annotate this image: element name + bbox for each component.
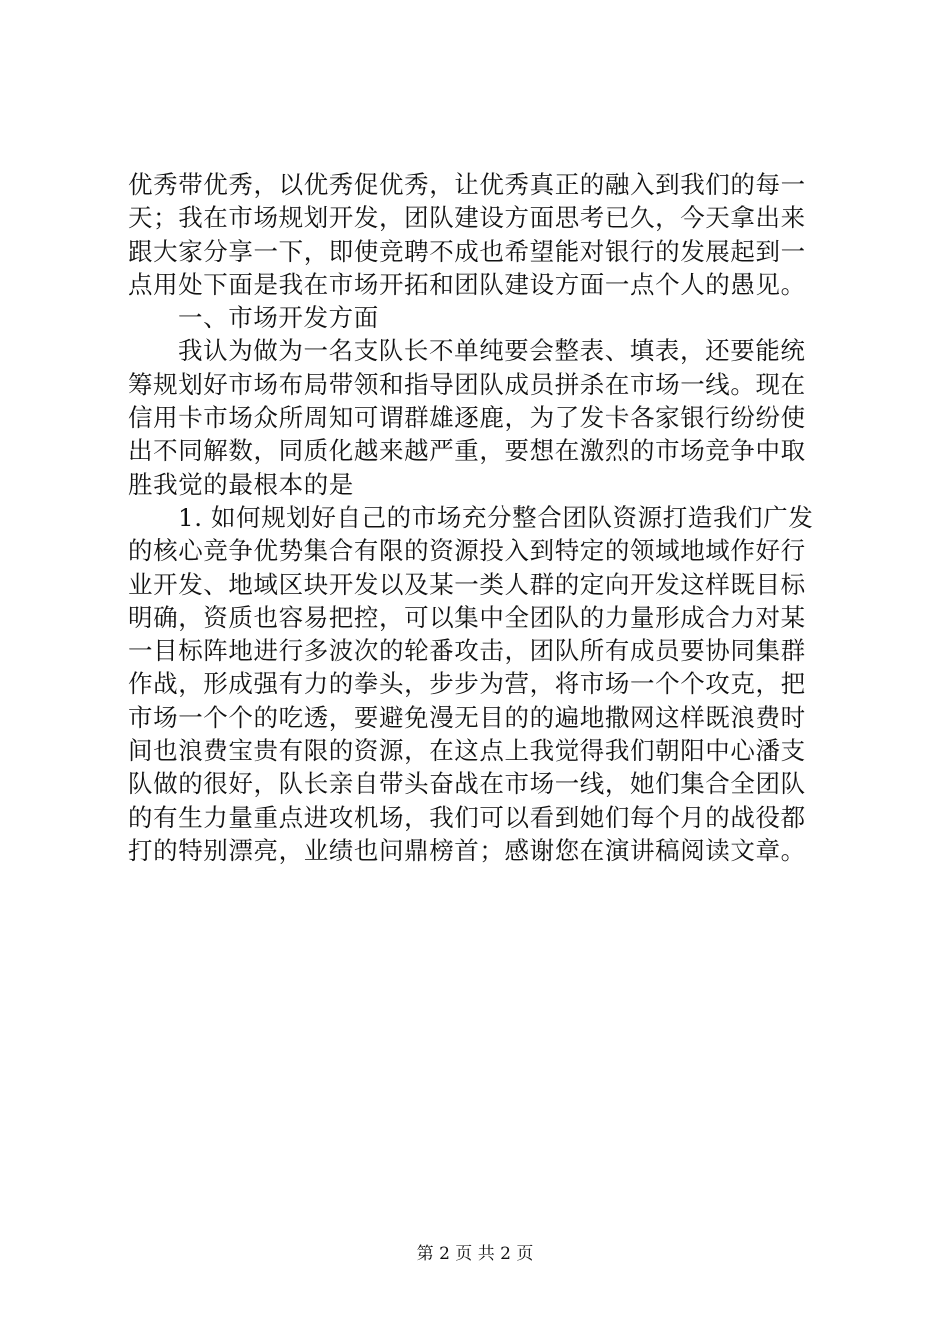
line-text: 队做的很好，队长亲自带头奋战在市场一线，她们集合全团队 (128, 769, 806, 799)
page-number-label: 第 2 页 共 2 页 (416, 1244, 534, 1264)
line-text: 打的特别漂亮，业绩也问鼎榜首；感谢您在演讲稿阅读文章。 (128, 835, 806, 865)
paragraph (128, 501, 828, 867)
text-line (128, 568, 828, 601)
page-footer (0, 1242, 950, 1266)
line-text: 一目标阵地进行多波次的轮番攻击，团队所有成员要协同集群 (128, 636, 806, 666)
text-line (128, 634, 828, 667)
text-line (128, 834, 828, 867)
text-line (128, 734, 828, 767)
text-line (128, 334, 828, 367)
line-text: 明确，资质也容易把控，可以集中全团队的力量形成合力对某 (128, 602, 806, 632)
document-body (128, 168, 828, 867)
line-text: 业开发、地域区块开发以及某一类人群的定向开发这样既目标 (128, 569, 806, 599)
text-line (128, 235, 828, 268)
line-text: 出不同解数，同质化越来越严重，要想在激烈的市场竞争中取 (128, 436, 806, 466)
line-text: 的核心竞争优势集合有限的资源投入到特定的领域地域作好行 (128, 536, 806, 566)
text-line (128, 168, 828, 201)
line-text: 间也浪费宝贵有限的资源，在这点上我觉得我们朝阳中心潘支 (128, 736, 806, 766)
text-line (128, 468, 828, 501)
text-line (128, 534, 828, 567)
text-line (128, 667, 828, 700)
line-text: 一、市场开发方面 (178, 303, 379, 333)
line-text: 我认为做为一名支队长不单纯要会整表、填表，还要能统 (178, 336, 806, 366)
text-line (128, 501, 828, 534)
text-line (128, 268, 828, 301)
line-text: 信用卡市场众所周知可谓群雄逐鹿，为了发卡各家银行纷纷使 (128, 403, 806, 433)
line-text: 筹规划好市场布局带领和指导团队成员拼杀在市场一线。现在 (128, 369, 806, 399)
text-line (128, 801, 828, 834)
line-text: 跟大家分享一下，即使竞聘不成也希望能对银行的发展起到一 (128, 236, 806, 266)
text-line (128, 434, 828, 467)
text-line (128, 301, 828, 334)
line-text: 点用处下面是我在市场开拓和团队建设方面一点个人的愚见。 (128, 269, 806, 299)
text-line (128, 201, 828, 234)
text-line (128, 401, 828, 434)
paragraph (128, 334, 828, 500)
line-text: 天；我在市场规划开发，团队建设方面思考已久，今天拿出来 (128, 203, 806, 233)
line-text: 1. 如何规划好自己的市场充分整合团队资源打造我们广发 (178, 502, 814, 532)
text-line (128, 368, 828, 401)
line-text: 作战，形成强有力的拳头，步步为营，将市场一个个攻克，把 (128, 669, 806, 699)
text-line (128, 601, 828, 634)
text-line (128, 767, 828, 800)
line-text: 胜我觉的最根本的是 (128, 469, 354, 499)
line-text: 优秀带优秀，以优秀促优秀，让优秀真正的融入到我们的每一 (128, 170, 806, 199)
text-line (128, 701, 828, 734)
line-text: 的有生力量重点进攻机场，我们可以看到她们每个月的战役都 (128, 802, 806, 832)
line-text: 市场一个个的吃透，要避免漫无目的的遍地撒网这样既浪费时 (128, 702, 806, 732)
paragraph (128, 301, 828, 334)
paragraph (128, 168, 828, 301)
